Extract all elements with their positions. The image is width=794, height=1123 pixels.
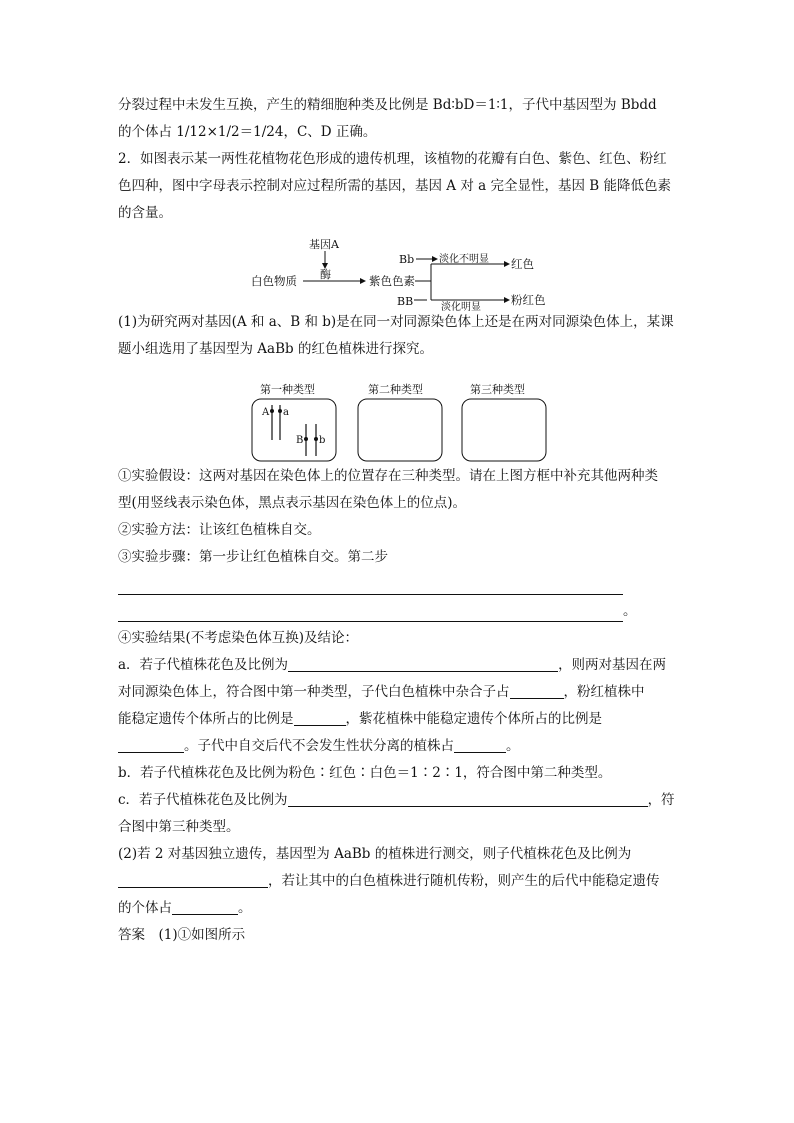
result-c-text: c．若子代植株花色及比例为 <box>118 792 288 808</box>
allele-B-label: B <box>296 435 304 446</box>
allele-b-label: b <box>319 435 326 446</box>
chromosome-types-diagram <box>250 380 550 464</box>
enzyme-label: 酶 <box>320 268 331 281</box>
gene-dot <box>278 409 282 413</box>
document-body <box>118 92 680 949</box>
fill-blank[interactable] <box>454 736 506 753</box>
hypothesis-line: 型(用竖线表示染色体，黑点表示基因在染色体上的位点)。 <box>118 495 467 511</box>
part1-line: 题小组选用了基因型为 AaBb 的红色植株进行探究。 <box>118 341 433 357</box>
type2-label: 第二种类型 <box>368 383 423 396</box>
result-a-line <box>118 706 680 733</box>
result-c-text: ，符 <box>647 792 675 808</box>
part2-line <box>118 868 680 895</box>
fill-blank[interactable] <box>510 682 564 699</box>
type3-label: 第三种类型 <box>470 383 525 396</box>
result-a-text: 能稳定遗传个体所占的比例是 <box>118 711 294 727</box>
result-c-line: 合图中第三种类型。 <box>118 819 240 835</box>
part2-text: 的个体占 <box>118 900 172 916</box>
gene-dot <box>304 437 308 441</box>
hypothesis-line: ①实验假设：这两对基因在染色体上的位置存在三种类型。请在上图方框中补充其他两种类 <box>118 468 658 484</box>
result-a-line <box>118 679 680 706</box>
result-a-text: 。 <box>506 738 520 754</box>
bb-homo-label: BB <box>397 295 414 308</box>
answer-line: 答案 (1)①如图所示 <box>118 927 246 943</box>
bb-hetero-label: Bb <box>399 253 415 266</box>
method-line: ②实验方法：让该红色植株自交。 <box>118 522 321 538</box>
result-c-line <box>118 787 680 814</box>
gene-dot <box>314 437 318 441</box>
blank-line[interactable] <box>118 598 623 622</box>
question-2-line: 色四种，图中字母表示控制对应过程所需的基因，基因 A 对 a 完全显性，基因 B 能降低色素 <box>118 178 671 194</box>
answer-blank-line-2[interactable] <box>118 598 680 625</box>
gene-a-label: 基因A <box>309 238 339 251</box>
question-2-line: 2．如图表示某一两性花植物花色形成的遗传机理，该植物的花瓣有白色、紫色、红色、粉红 <box>118 151 667 167</box>
type3-box[interactable] <box>462 399 546 461</box>
results-heading: ④实验结果(不考虑染色体互换)及结论： <box>118 630 359 646</box>
result-a-line <box>118 652 680 679</box>
result-b-line: b．若子代植株花色及比例为粉色∶红色∶白色＝1∶2∶1，符合图中第二种类型。 <box>118 765 612 781</box>
part1-line: (1)为研究两对基因(A 和 a、B 和 b)是在同一对同源染色体上还是在两对同源染色体上，某课 <box>118 314 674 330</box>
pathway-diagram <box>247 236 547 314</box>
blank-line[interactable] <box>118 571 623 595</box>
period-mark: 。 <box>623 603 637 619</box>
gene-dot <box>270 409 274 413</box>
text-line: 的个体占 1/12×1/2＝1/24，C、D 正确。 <box>118 124 377 140</box>
result-a-text: 。子代中自交后代不会发生性状分离的植株占 <box>184 738 454 754</box>
result-a-text: 对同源染色体上，符合图中第一种类型，子代白色植株中杂合子占 <box>118 684 510 700</box>
allele-A-label: A <box>262 407 270 418</box>
purple-pigment-label: 紫色色素 <box>369 274 415 288</box>
type2-box[interactable] <box>358 399 442 461</box>
pink-label: 粉红色 <box>511 293 546 307</box>
part2-text: 。 <box>238 900 252 916</box>
result-a-text: a．若子代植株花色及比例为 <box>118 657 289 673</box>
fill-blank[interactable] <box>118 736 184 753</box>
answer-blank-line-1[interactable] <box>118 571 680 598</box>
fill-blank[interactable] <box>288 790 648 807</box>
fade-low-label: 淡化不明显 <box>439 254 489 265</box>
result-a-text: ，粉红植株中 <box>563 684 645 700</box>
result-a-text: ，紫花植株中能稳定遗传个体所占的比例是 <box>345 711 602 727</box>
fill-blank[interactable] <box>172 898 238 915</box>
allele-a-label: a <box>283 407 289 418</box>
part2-text: ，若让其中的白色植株进行随机传粉，则产生的后代中能稳定遗传 <box>268 873 660 889</box>
fade-high-label: 淡化明显 <box>441 302 481 313</box>
fill-blank[interactable] <box>294 709 346 726</box>
part2-line <box>118 895 680 922</box>
part2-line: (2)若 2 对基因独立遗传，基因型为 AaBb 的植株进行测交，则子代植株花色及比例为 <box>118 846 632 862</box>
result-a-line <box>118 733 680 760</box>
question-2-line: 的含量。 <box>118 205 172 221</box>
type1-label: 第一种类型 <box>260 383 315 396</box>
fill-blank[interactable] <box>288 655 558 672</box>
white-substance-label: 白色物质 <box>251 274 297 288</box>
steps-line: ③实验步骤：第一步让红色植株自交。第二步 <box>118 549 388 565</box>
red-label: 红色 <box>511 257 534 271</box>
result-a-text: ，则两对基因在两 <box>558 657 667 673</box>
text-line: 分裂过程中未发生互换，产生的精细胞种类及比例是 Bd∶bD＝1∶1，子代中基因型为 Bbdd <box>118 97 657 113</box>
fill-blank[interactable] <box>118 871 268 888</box>
